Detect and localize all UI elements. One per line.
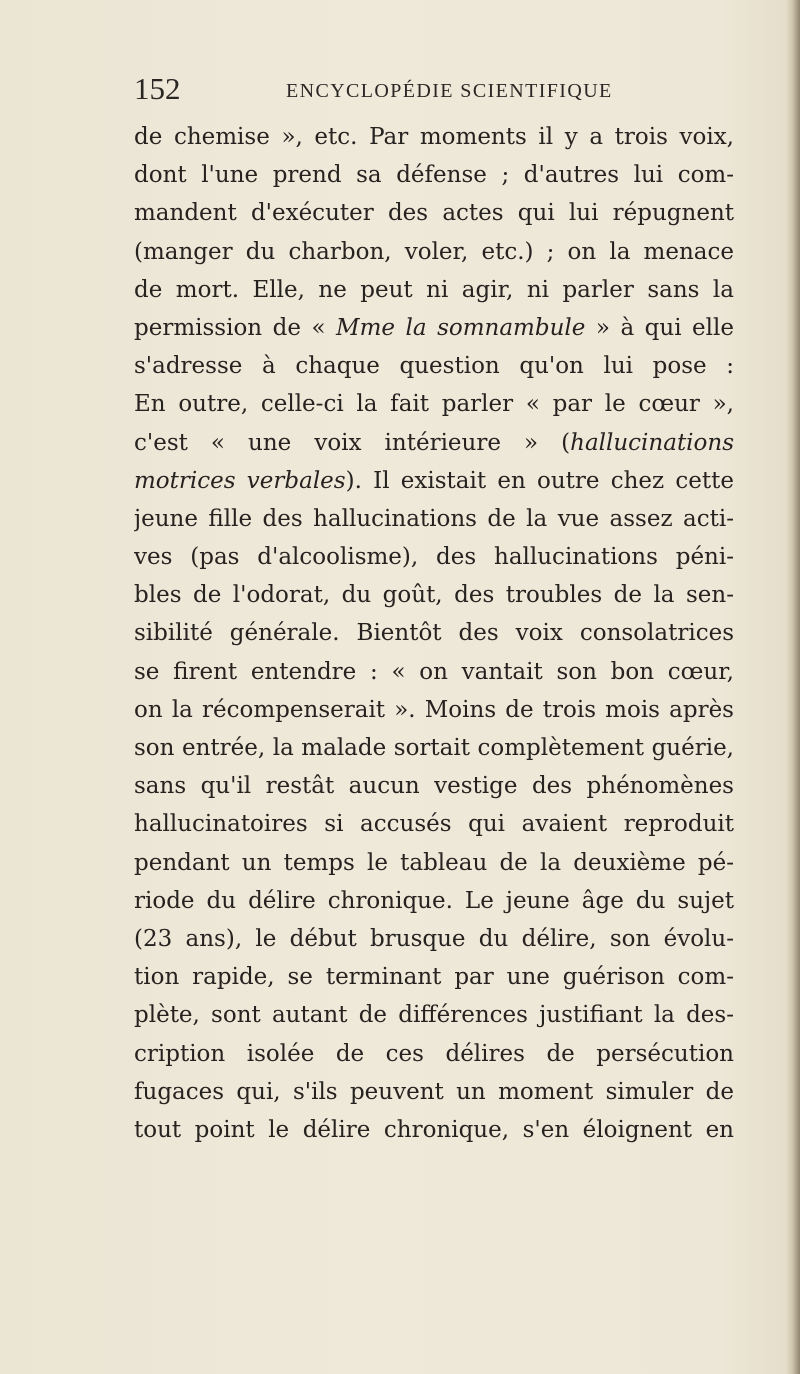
text-run: permission de « bbox=[134, 314, 337, 341]
text-line: tout point le délire chronique, s'en éloignent en bbox=[134, 1116, 734, 1143]
body-text bbox=[134, 118, 734, 1149]
text-line: hallucinatoires si accusés qui avaient reproduit bbox=[134, 811, 734, 838]
text-line: dont l'une prend sa défense ; d'autres lui com- bbox=[134, 162, 734, 189]
text-line: ves (pas d'alcoolisme), des hallucinations péni- bbox=[134, 544, 734, 571]
italic-run: Mme la somnambule bbox=[336, 314, 586, 341]
text-line: de chemise », etc. Par moments il y a trois voix, bbox=[134, 124, 734, 150]
text-line: tion rapide, se terminant par une guérison com- bbox=[134, 964, 734, 991]
text-run: c'est « une voix intérieure » ( bbox=[134, 429, 571, 456]
text-line: fugaces qui, s'ils peuvent un moment simuler de bbox=[134, 1078, 734, 1105]
text-line: son entrée, la malade sortait complètement guérie, bbox=[134, 735, 734, 761]
text-line: plète, sont autant de différences justifiant la des- bbox=[134, 1002, 734, 1029]
running-title: ENCYCLOPÉDIE SCIENTIFIQUE bbox=[286, 80, 613, 102]
text-line: s'adresse à chaque question qu'on lui pose : bbox=[134, 353, 734, 380]
text-line: se firent entendre : « on vantait son bon cœur, bbox=[134, 658, 734, 685]
text-line: riode du délire chronique. Le jeune âge du sujet bbox=[134, 887, 734, 914]
text-run: » à qui elle bbox=[585, 314, 734, 341]
text-line bbox=[134, 424, 734, 462]
text-line: mandent d'exécuter des actes qui lui répugnent bbox=[134, 200, 734, 227]
text-line: de mort. Elle, ne peut ni agir, ni parler sans la bbox=[134, 276, 734, 303]
text-line: bles de l'odorat, du goût, des troubles de la sen- bbox=[134, 582, 734, 609]
text-line: En outre, celle-ci la fait parler « par le cœur », bbox=[134, 391, 734, 418]
text-line: cription isolée de ces délires de persécution bbox=[134, 1040, 734, 1067]
text-line: sans qu'il restât aucun vestige des phénomènes bbox=[134, 773, 734, 800]
page-number: 152 bbox=[134, 71, 181, 106]
text-line: on la récompenserait ». Moins de trois mois après bbox=[134, 696, 734, 723]
text-line: (23 ans), le début brusque du délire, son évolu- bbox=[134, 925, 734, 952]
text-line: jeune fille des hallucinations de la vue assez acti- bbox=[134, 505, 734, 532]
text-run: ). Il existait en outre chez cette bbox=[345, 467, 734, 494]
text-line: pendant un temps le tableau de la deuxième pé- bbox=[134, 849, 734, 876]
text-line: (manger du charbon, voler, etc.) ; on la menace bbox=[134, 238, 734, 265]
italic-run: hallucinations bbox=[570, 429, 734, 456]
running-head bbox=[134, 71, 734, 114]
text-line bbox=[134, 462, 734, 500]
text-line bbox=[134, 309, 734, 347]
italic-run: motrices verbales bbox=[134, 467, 346, 494]
page-edge bbox=[786, 0, 800, 1374]
text-line: sibilité générale. Bientôt des voix consolatrices bbox=[134, 620, 734, 647]
